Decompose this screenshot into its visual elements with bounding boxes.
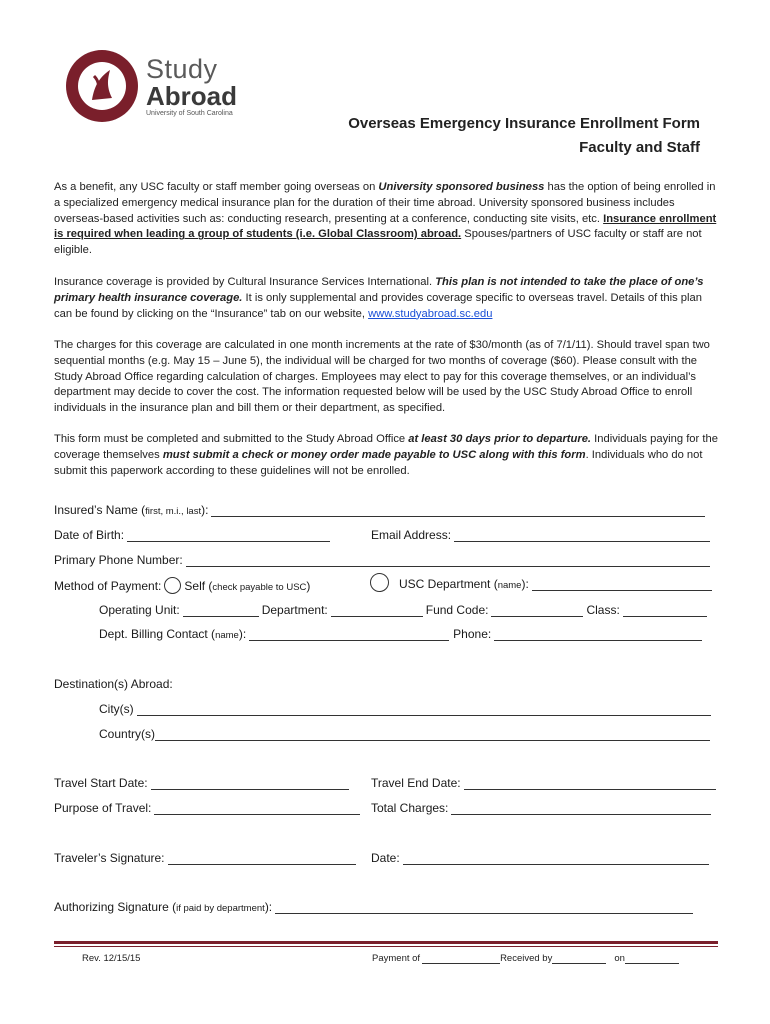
usc-dept-field[interactable] [532, 577, 712, 591]
dob-label: Date of Birth: [54, 528, 125, 542]
cities-field[interactable] [137, 702, 711, 716]
on-field[interactable] [625, 953, 679, 964]
phone-label: Primary Phone Number: [54, 553, 183, 567]
usc-dept-label: USC Department ( [399, 577, 498, 591]
p2-text-2: It is only supplemental and provides coverage specific to overseas travel. Details of this plan can be found by clicking on the “Insurance” tab on our website, [54, 291, 702, 320]
end-date-row [371, 776, 716, 790]
operating-unit-row [99, 603, 707, 617]
end-date-label: Travel End Date: [371, 776, 461, 790]
billing-contact-row [99, 627, 702, 641]
insured-name-label-end: ): [201, 503, 209, 517]
email-row [371, 528, 710, 542]
submission-paragraph [54, 432, 718, 479]
billing-contact-field[interactable] [249, 627, 449, 641]
dob-field[interactable] [127, 528, 330, 542]
billing-contact-label-end: ): [238, 627, 247, 641]
destinations-label: Destination(s) Abroad: [54, 677, 173, 691]
self-hint: check payable to USC [212, 582, 307, 593]
traveler-signature-field[interactable] [168, 851, 356, 865]
form-subtitle: Faculty and Staff [579, 139, 700, 156]
traveler-signature-label: Traveler’s Signature: [54, 851, 165, 865]
insured-name-hint: first, m.i., last [145, 506, 202, 517]
purpose-label: Purpose of Travel: [54, 801, 152, 815]
footer-divider [54, 941, 718, 944]
p4-text-3: . Individuals who do not submit this paperwork according to these guidelines will not be enrolled. [54, 448, 703, 477]
fund-code-label: Fund Code: [425, 603, 489, 617]
authorizing-signature-label-end: ): [264, 900, 273, 914]
authorizing-signature-row [54, 900, 693, 914]
authorizing-signature-label: Authorizing Signature ( [54, 900, 177, 914]
usc-dept-radio[interactable] [370, 573, 389, 592]
payment-of-label: Payment of [372, 953, 421, 964]
footer-divider-thin [54, 946, 718, 947]
payment-label: Method of Payment: [54, 579, 162, 593]
countries-field[interactable] [155, 727, 710, 741]
usc-seal-icon [64, 48, 144, 128]
p1-text-3: Spouses/partners of USC faculty or staff are not eligible. [54, 228, 702, 257]
operating-unit-label: Operating Unit: [99, 603, 180, 617]
benefit-paragraph [54, 180, 718, 259]
cities-row [99, 702, 711, 716]
payment-row [54, 576, 310, 593]
billing-contact-hint: name [215, 630, 239, 641]
logo-university-text: University of South Carolina [146, 110, 233, 117]
authorizing-signature-hint: if paid by department [176, 903, 265, 914]
p4-emphasis-2: must submit a check or money order made payable to USC along with this form [162, 448, 586, 461]
phone-row [54, 553, 710, 567]
billing-phone-label: Phone: [453, 627, 492, 641]
class-label: Class: [586, 603, 620, 617]
purpose-field[interactable] [154, 801, 360, 815]
office-use-row [372, 953, 679, 964]
p2-text-1: Insurance coverage is provided by Cultural Insurance Services International. [54, 276, 436, 288]
email-field[interactable] [454, 528, 710, 542]
usc-dept-row [367, 572, 712, 591]
received-by-field[interactable] [552, 953, 606, 964]
authorizing-signature-field[interactable] [275, 900, 693, 914]
operating-unit-field[interactable] [183, 603, 259, 617]
traveler-signature-row [54, 851, 356, 865]
fund-code-field[interactable] [491, 603, 583, 617]
logo-study-text: Study [146, 54, 218, 84]
p4-emphasis-1: at least 30 days prior to departure. [408, 433, 592, 445]
p1-text-2: has the option of being enrolled in a specialized emergency medical insurance plan for the duration of their time abroad. University sponsored business includes overseas-based activities such as: conducting research, presenting at a conference, conducting site visits, etc. [54, 181, 716, 225]
usc-dept-hint: name [497, 580, 522, 591]
p1-text-1: As a benefit, any USC faculty or staff member going overseas on [54, 181, 379, 193]
date-label: Date: [371, 851, 400, 865]
coverage-paragraph [54, 275, 718, 322]
usc-dept-label-end: ): [521, 577, 529, 591]
countries-label: Country(s) [99, 727, 156, 741]
countries-row [99, 727, 710, 741]
logo-abroad-text: Abroad [146, 81, 237, 111]
p1-requirement: Insurance enrollment is required when leading a group of students (i.e. Global Classroom) abroad. [54, 212, 717, 241]
insured-name-row [54, 503, 705, 517]
charges-paragraph: The charges for this coverage are calculated in one month increments at the rate of $30/month (as of 7/1/11). Should travel span two sequential months (e.g. May 15 – June 5), the individual will be charged for two months of coverage ($60). Please consult with the Study Abroad Office regarding calculation of charges. Employees may elect to pay for this coverage themselves, or an individual’s department may decide to cover the cost. The information requested below will be used by the USC Study Abroad Office to enroll individuals in the insurance plan and bill them or their department, as specified. [54, 339, 710, 415]
total-charges-field[interactable] [451, 801, 711, 815]
self-label: Self ( [184, 579, 213, 593]
dob-row [54, 528, 330, 542]
study-abroad-logo [64, 48, 254, 138]
self-radio[interactable] [164, 577, 181, 594]
billing-phone-field[interactable] [494, 627, 702, 641]
insured-name-label: Insured’s Name ( [54, 503, 146, 517]
start-date-field[interactable] [151, 776, 349, 790]
p1-emphasis: University sponsored business [378, 181, 545, 193]
date-row [371, 851, 709, 865]
start-date-label: Travel Start Date: [54, 776, 148, 790]
department-field[interactable] [331, 603, 423, 617]
end-date-field[interactable] [464, 776, 716, 790]
received-by-label: Received by [500, 953, 553, 964]
phone-field[interactable] [186, 553, 710, 567]
form-title: Overseas Emergency Insurance Enrollment Form [348, 115, 700, 132]
total-charges-row [371, 801, 711, 815]
on-label: on [614, 953, 625, 964]
destinations-row [54, 677, 173, 691]
p4-text-2: Individuals paying for the coverage themselves [54, 433, 718, 461]
email-label: Email Address: [371, 528, 452, 542]
insured-name-field[interactable] [211, 503, 705, 517]
start-date-row [54, 776, 349, 790]
p4-text-1: This form must be completed and submitted to the Study Abroad Office [54, 433, 409, 445]
purpose-row [54, 801, 360, 815]
revision-date: Rev. 12/15/15 [82, 953, 141, 964]
payment-of-field[interactable] [422, 953, 500, 964]
billing-contact-label: Dept. Billing Contact ( [99, 627, 216, 641]
department-label: Department: [261, 603, 328, 617]
total-charges-label: Total Charges: [371, 801, 449, 815]
date-field[interactable] [403, 851, 709, 865]
p2-emphasis: This plan is not intended to take the place of one’s primary health insurance coverage. [54, 276, 704, 304]
cities-label: City(s) [99, 702, 134, 716]
class-field[interactable] [623, 603, 707, 617]
self-label-end: ) [306, 579, 311, 593]
website-link[interactable]: www.studyabroad.sc.edu [368, 307, 493, 320]
